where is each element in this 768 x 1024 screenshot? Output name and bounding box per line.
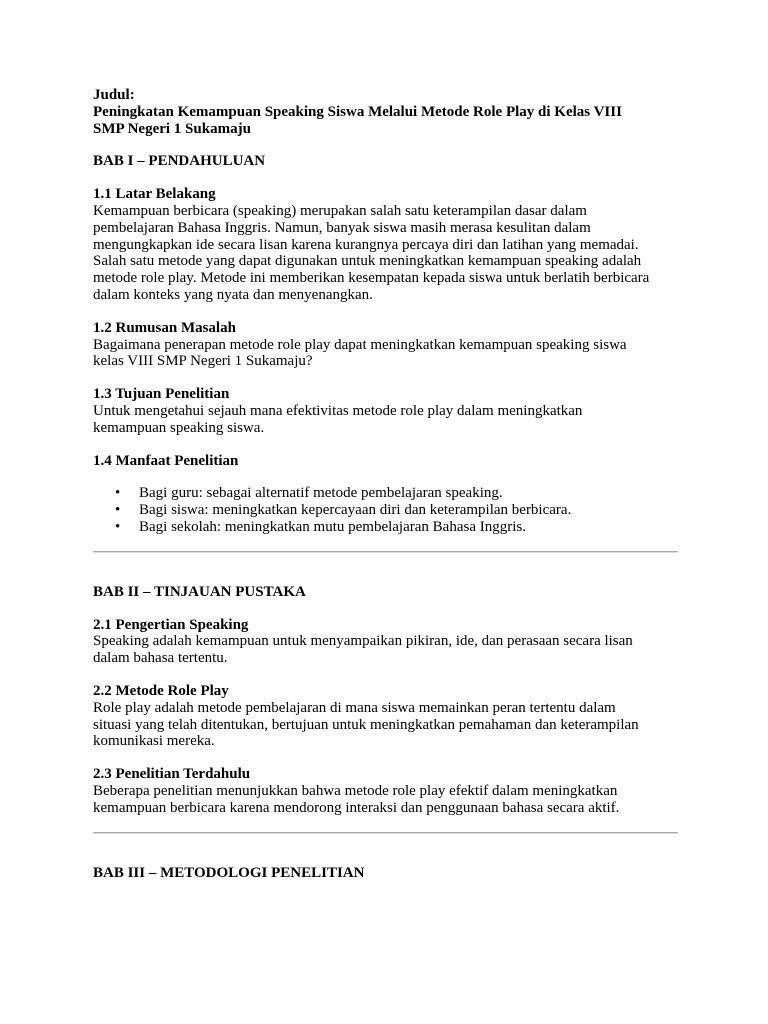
paragraph-line: Untuk mengetahui sejauh mana efektivitas metode role play dalam meningkatkan — [93, 402, 583, 419]
bullet-icon: • — [115, 502, 121, 519]
section-1-1 — [93, 186, 678, 304]
document-title-line-1: Peningkatan Kemampuan Speaking Siswa Melalui Metode Role Play di Kelas VIII — [93, 103, 622, 120]
paragraph-line: kemampuan berbicara karena mendorong interaksi dan penggunaan bahasa secara aktif. — [93, 799, 620, 816]
paragraph-line: pembelajaran Bahasa Inggris. Namun, banyak siswa masih merasa kesulitan dalam — [93, 219, 591, 236]
section-2-1 — [93, 617, 678, 667]
paragraph-line: dalam bahasa tertentu. — [93, 650, 228, 667]
paragraph-line: situasi yang telah ditentukan, bertujuan untuk meningkatkan pemahaman dan keterampilan — [93, 716, 639, 733]
paragraph-line: Beberapa penelitian menunjukkan bahwa metode role play efektif dalam meningkatkan — [93, 782, 618, 799]
paragraph-line: Kemampuan berbicara (speaking) merupakan salah satu keterampilan dasar dalam — [93, 202, 587, 219]
section-2-2-heading: 2.2 Metode Role Play — [93, 682, 229, 699]
paragraph-line: Salah satu metode yang dapat digunakan untuk meningkatkan kemampuan speaking adalah — [93, 253, 642, 270]
list-item-text: Bagi guru: sebagai alternatif metode pembelajaran speaking. — [139, 485, 503, 502]
benefits-list — [93, 485, 678, 535]
title-label: Judul: — [93, 87, 135, 103]
section-2-3-heading: 2.3 Penelitian Terdahulu — [93, 766, 251, 783]
paragraph-line: dalam konteks yang nyata dan menyenangkan. — [93, 286, 373, 303]
paragraph-line: Speaking adalah kemampuan untuk menyampaikan pikiran, ide, dan perasaan secara lisan — [93, 633, 633, 650]
paragraph-line: kelas VIII SMP Negeri 1 Sukamaju? — [93, 353, 313, 370]
document-title-line-2: SMP Negeri 1 Sukamaju — [93, 120, 251, 137]
document-page — [93, 87, 678, 881]
paragraph-line: Role play adalah metode pembelajaran di mana siswa memainkan peran tertentu dalam — [93, 699, 616, 716]
section-1-3 — [93, 386, 678, 436]
section-1-4-heading: 1.4 Manfaat Penelitian — [93, 452, 239, 469]
list-item — [93, 502, 678, 519]
section-divider — [93, 832, 678, 834]
list-item — [93, 485, 678, 502]
section-2-2 — [93, 683, 678, 750]
bullet-icon: • — [115, 518, 121, 535]
section-1-3-heading: 1.3 Tujuan Penelitian — [93, 386, 230, 403]
bullet-icon: • — [115, 485, 121, 502]
section-2-1-heading: 2.1 Pengertian Speaking — [93, 616, 249, 633]
section-1-2 — [93, 320, 678, 370]
list-item-text: Bagi siswa: meningkatkan kepercayaan diri dan keterampilan berbicara. — [139, 502, 572, 519]
paragraph-line: mengungkapkan ide secara lisan karena kurangnya percaya diri dan latihan yang memadai. — [93, 236, 639, 253]
paragraph-line: metode role play. Metode ini memberikan kesempatan kepada siswa untuk berlatih berbicara — [93, 270, 650, 287]
section-divider — [93, 551, 678, 553]
section-1-1-heading: 1.1 Latar Belakang — [93, 186, 216, 203]
bab2-heading: BAB II – TINJAUAN PUSTAKA — [93, 583, 306, 600]
list-item-text: Bagi sekolah: meningkatkan mutu pembelajaran Bahasa Inggris. — [139, 518, 526, 535]
list-item — [93, 519, 678, 536]
paragraph-line: komunikasi mereka. — [93, 733, 215, 750]
section-2-3 — [93, 766, 678, 816]
section-1-4 — [93, 453, 678, 536]
section-1-2-heading: 1.2 Rumusan Masalah — [93, 319, 236, 336]
bab1-heading: BAB I – PENDAHULUAN — [93, 153, 266, 170]
bab3-heading: BAB III – METODOLOGI PENELITIAN — [93, 864, 365, 881]
paragraph-line: Bagaimana penerapan metode role play dapat meningkatkan kemampuan speaking siswa — [93, 336, 627, 353]
paragraph-line: kemampuan speaking siswa. — [93, 419, 265, 436]
